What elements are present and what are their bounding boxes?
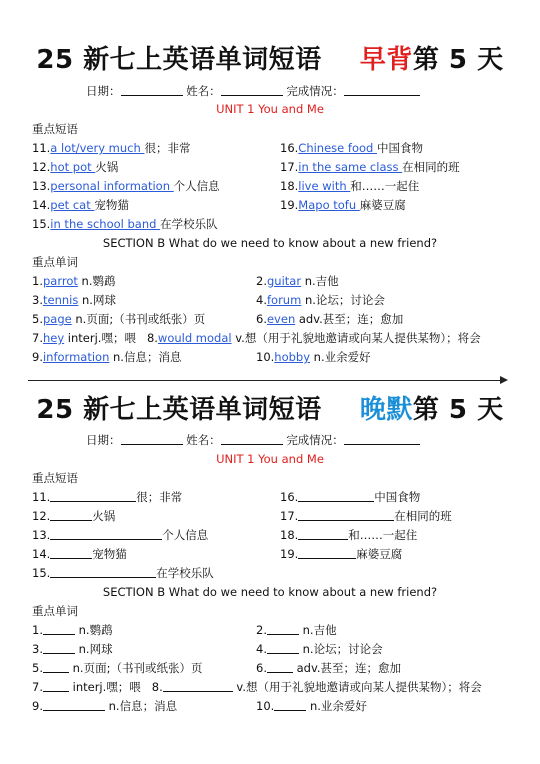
bottom-title-main: 25 新七上英语单词短语: [36, 395, 322, 425]
bottom-title-highlight: 晚默: [359, 395, 413, 425]
answer-blank[interactable]: [298, 508, 394, 521]
phrase-item: 16.Chinese food 中国食物: [280, 141, 423, 155]
word-en[interactable]: parrot: [42, 274, 78, 288]
status-field[interactable]: [344, 432, 420, 445]
phrase-en[interactable]: pet cat: [50, 198, 95, 212]
top-meta-row: [86, 83, 420, 99]
word-en[interactable]: tennis: [42, 293, 79, 307]
bottom-section-title: SECTION B What do we need to know about a new friend?: [102, 585, 438, 599]
phrase-item: 11.a lot/very much 很；非常: [32, 141, 191, 155]
word-en[interactable]: page: [42, 312, 72, 326]
word-blank-item: 5. n.页面;（书刊或纸张）页: [32, 661, 203, 675]
phrase-blank-item: 17. 在相同的班: [280, 509, 452, 523]
phrase-item: 18.live with 和……一起住: [280, 179, 420, 193]
divider-arrow: [28, 380, 506, 381]
phrase-item: 13.personal information 个人信息: [32, 179, 220, 193]
date-field[interactable]: [121, 83, 183, 96]
word-en[interactable]: information: [42, 350, 110, 364]
word-en[interactable]: even: [266, 312, 296, 326]
answer-blank[interactable]: [163, 679, 233, 692]
phrase-blank-item: 14. 宠物猫: [32, 547, 127, 561]
word-blank-item: 10. n.业余爱好: [256, 699, 367, 713]
word-item: 9.information n.信息；消息: [32, 350, 182, 364]
bottom-title: [0, 394, 540, 426]
top-title: [0, 44, 540, 76]
name-field[interactable]: [221, 432, 283, 445]
answer-blank[interactable]: [267, 622, 299, 635]
word-en[interactable]: guitar: [266, 274, 302, 288]
answer-blank[interactable]: [43, 679, 69, 692]
date-label: 日期：: [86, 433, 121, 447]
bottom-meta-row: [86, 432, 420, 448]
answer-blank[interactable]: [43, 660, 69, 673]
word-en[interactable]: forum: [266, 293, 302, 307]
answer-blank[interactable]: [298, 489, 374, 502]
answer-blank[interactable]: [298, 527, 348, 540]
phrase-blank-item: 12. 火锅: [32, 509, 116, 523]
word-item: 6.even adv.甚至；连；愈加: [256, 312, 404, 326]
answer-blank[interactable]: [50, 565, 156, 578]
phrase-en[interactable]: Chinese food: [298, 141, 377, 155]
word-blank-item: 4. n.论坛；讨论会: [256, 642, 383, 656]
word-item: 2.guitar n.吉他: [256, 274, 339, 288]
phrase-en[interactable]: in the school band: [50, 217, 161, 231]
top-title-day: 第 5 天: [412, 45, 504, 75]
word-blank-item: 3. n.网球: [32, 642, 113, 656]
top-section-title: SECTION B What do we need to know about a new friend?: [102, 236, 438, 250]
phrase-blank-item: 16. 中国食物: [280, 490, 421, 504]
phrase-en[interactable]: personal information: [50, 179, 174, 193]
phrase-blank-item: 11. 很；非常: [32, 490, 183, 504]
answer-blank[interactable]: [50, 508, 92, 521]
answer-blank[interactable]: [267, 641, 299, 654]
word-en[interactable]: hey: [42, 331, 65, 345]
phrase-item: 14.pet cat 宠物猫: [32, 198, 129, 212]
phrase-blank-item: 13. 个人信息: [32, 528, 209, 542]
status-field[interactable]: [344, 83, 420, 96]
phrase-blank-item: 18. 和……一起住: [280, 528, 418, 542]
phrase-en[interactable]: Mapo tofu: [298, 198, 360, 212]
phrase-item: 17.in the same class 在相同的班: [280, 160, 460, 174]
date-field[interactable]: [121, 432, 183, 445]
word-blank-item: 9. n.信息；消息: [32, 699, 178, 713]
bottom-title-day: 第 5 天: [412, 395, 504, 425]
word-blank-item: 1. n.鹦鹉: [32, 623, 113, 637]
top-words-heading: 重点单词: [32, 255, 78, 269]
word-en[interactable]: would modal: [157, 331, 232, 345]
status-label: 完成情况：: [286, 433, 344, 447]
answer-blank[interactable]: [267, 660, 293, 673]
word-blank-item: 7. interj.嘿；喂 8. v.想（用于礼貌地邀请或向某人提供某物）；将会: [32, 680, 482, 694]
top-unit-title: UNIT 1 You and Me: [216, 102, 324, 116]
phrase-item: 12.hot pot 火锅: [32, 160, 119, 174]
top-title-highlight: 早背: [359, 45, 413, 75]
name-label: 姓名：: [186, 433, 221, 447]
date-label: 日期：: [86, 84, 121, 98]
answer-blank[interactable]: [50, 489, 136, 502]
phrase-item: 19.Mapo tofu 麻婆豆腐: [280, 198, 406, 212]
answer-blank[interactable]: [274, 698, 306, 711]
word-item: 5.page n.页面;（书刊或纸张）页: [32, 312, 206, 326]
bottom-phrases-heading: 重点短语: [32, 471, 78, 485]
bottom-words-heading: 重点单词: [32, 604, 78, 618]
answer-blank[interactable]: [298, 546, 356, 559]
phrase-en[interactable]: a lot/very much: [50, 141, 145, 155]
top-title-main: 25 新七上英语单词短语: [36, 45, 322, 75]
word-blank-item: 2. n.吉他: [256, 623, 337, 637]
name-label: 姓名：: [186, 84, 221, 98]
phrase-blank-item: 15. 在学校乐队: [32, 566, 214, 580]
answer-blank[interactable]: [43, 622, 75, 635]
word-item: 10.hobby n.业余爱好: [256, 350, 371, 364]
status-label: 完成情况：: [286, 84, 344, 98]
answer-blank[interactable]: [50, 527, 162, 540]
word-item: 7.hey interj.嘿；喂 8.would modal v.想（用于礼貌地邀请或向某人提供某物）；将会: [32, 331, 481, 345]
word-en[interactable]: hobby: [274, 350, 311, 364]
phrase-en[interactable]: in the same class: [298, 160, 403, 174]
top-phrases-heading: 重点短语: [32, 122, 78, 136]
phrase-item: 15.in the school band 在学校乐队: [32, 217, 218, 231]
name-field[interactable]: [221, 83, 283, 96]
bottom-unit-title: UNIT 1 You and Me: [216, 452, 324, 466]
answer-blank[interactable]: [43, 641, 75, 654]
word-item: 3.tennis n.网球: [32, 293, 116, 307]
phrase-blank-item: 19. 麻婆豆腐: [280, 547, 403, 561]
word-blank-item: 6. adv.甚至；连；愈加: [256, 661, 402, 675]
answer-blank[interactable]: [50, 546, 92, 559]
word-item: 1.parrot n.鹦鹉: [32, 274, 116, 288]
word-item: 4.forum n.论坛；讨论会: [256, 293, 385, 307]
phrase-en[interactable]: live with: [298, 179, 351, 193]
answer-blank[interactable]: [43, 698, 105, 711]
phrase-en[interactable]: hot pot: [50, 160, 96, 174]
